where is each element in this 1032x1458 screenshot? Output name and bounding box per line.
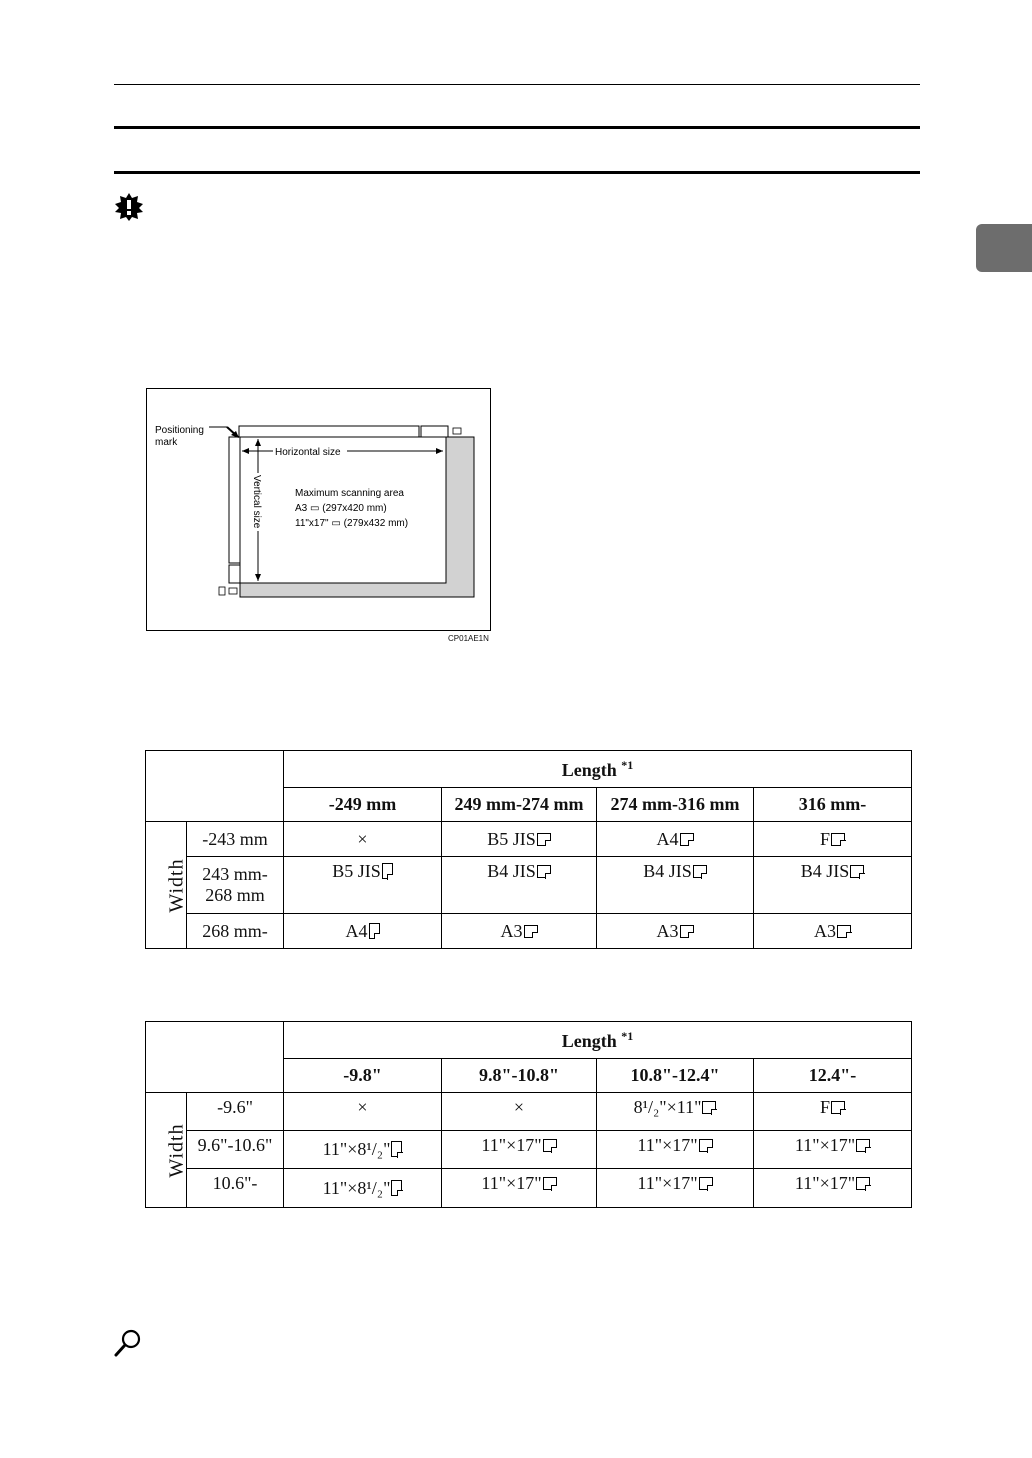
col-header: 249 mm-274 mm: [442, 788, 597, 822]
max-area-label: Maximum scanning area: [295, 488, 404, 499]
table-cell: B4 JIS: [597, 857, 754, 914]
section-rule-top: [114, 126, 920, 129]
top-scale: [239, 426, 419, 437]
length-header: Length $^{*1}$: [284, 751, 912, 788]
width-label: Width: [165, 857, 188, 913]
landscape-orientation-icon: [837, 925, 851, 938]
header-rule-thin: [114, 84, 920, 85]
orientation-glyph-top: [453, 428, 461, 434]
table-cell: 11"×17": [597, 1169, 754, 1208]
table-cell: ×: [442, 1093, 597, 1131]
landscape-orientation-icon: [680, 925, 694, 938]
portrait-orientation-icon: [391, 1141, 402, 1157]
landscape-orientation-icon: [702, 1101, 716, 1114]
portrait-orientation-icon: [382, 863, 393, 879]
reference-magnifier-icon: [113, 1328, 143, 1358]
landscape-orientation-icon: [537, 865, 551, 878]
orientation-glyph-bottom-1: [219, 587, 225, 595]
landscape-orientation-icon: [543, 1177, 557, 1190]
left-scale: [229, 437, 240, 563]
landscape-orientation-icon: [850, 865, 864, 878]
landscape-orientation-icon: [680, 833, 694, 846]
corner-cell: [146, 1022, 284, 1093]
figure-caption: CP01AE1N: [448, 634, 489, 643]
positioning-mark-label-1: Positioning: [155, 425, 204, 436]
col-header: 274 mm-316 mm: [597, 788, 754, 822]
col-header: -249 mm: [284, 788, 442, 822]
col-header: 10.8"-12.4": [597, 1059, 754, 1093]
table-cell: A3: [597, 914, 754, 949]
col-header: 9.8"-10.8": [442, 1059, 597, 1093]
table-cell: B5 JIS: [442, 822, 597, 857]
width-label-cell: [146, 1093, 187, 1208]
table-cell: B4 JIS: [442, 857, 597, 914]
col-header: 316 mm-: [754, 788, 912, 822]
table-cell: A4: [597, 822, 754, 857]
important-icon: [114, 192, 144, 222]
table-cell: F: [754, 822, 912, 857]
left-scale-small: [229, 565, 240, 583]
inch-size-table: [145, 1021, 912, 1208]
table-cell: A3: [754, 914, 912, 949]
landscape-orientation-icon: [699, 1139, 713, 1152]
table-cell: 11"×17": [442, 1131, 597, 1169]
table-cell: A4: [284, 914, 442, 949]
row-header: 10.6"-: [187, 1169, 284, 1208]
horizontal-size-label: Horizontal size: [275, 447, 341, 458]
length-header: Length $^{*1}$: [284, 1022, 912, 1059]
top-scale-small: [421, 426, 448, 437]
row-header: 9.6"-10.6": [187, 1131, 284, 1169]
landscape-orientation-icon: [856, 1139, 870, 1152]
row-header: -243 mm: [187, 822, 284, 857]
table-cell: 11"×8¹/₂": [284, 1131, 442, 1169]
table-cell: 8¹/₂"×11": [597, 1093, 754, 1131]
landscape-orientation-icon: [831, 833, 845, 846]
landscape-orientation-icon: [693, 865, 707, 878]
landscape-orientation-icon: [831, 1101, 845, 1114]
width-label-cell: [146, 822, 187, 949]
table-cell: 11"×17": [597, 1131, 754, 1169]
scanning-area-figure: [146, 388, 491, 631]
inch-size-label: 11"x17" ▭ (279x432 mm): [295, 518, 409, 529]
table-cell: B4 JIS: [754, 857, 912, 914]
landscape-orientation-icon: [524, 925, 538, 938]
positioning-mark-label-2: mark: [155, 437, 178, 448]
table-cell: 11"×17": [442, 1169, 597, 1208]
table-cell: ×: [284, 1093, 442, 1131]
orientation-glyph-bottom-2: [229, 588, 237, 594]
table-cell: 11"×8¹/₂": [284, 1169, 442, 1208]
chapter-tab-marker: [976, 224, 1032, 272]
table-cell: ×: [284, 822, 442, 857]
corner-cell: [146, 751, 284, 822]
row-header: 268 mm-: [187, 914, 284, 949]
table-cell: 11"×17": [754, 1169, 912, 1208]
landscape-orientation-icon: [856, 1177, 870, 1190]
portrait-orientation-icon: [369, 923, 380, 939]
row-header: -9.6": [187, 1093, 284, 1131]
metric-size-table: [145, 750, 912, 949]
section-rule-bottom: [114, 171, 920, 174]
row-header: 243 mm- 268 mm: [187, 857, 284, 914]
landscape-orientation-icon: [543, 1139, 557, 1152]
col-header: 12.4"-: [754, 1059, 912, 1093]
a3-size-label: A3 ▭ (297x420 mm): [295, 503, 387, 514]
landscape-orientation-icon: [699, 1177, 713, 1190]
table-cell: B5 JIS: [284, 857, 442, 914]
table-cell: 11"×17": [754, 1131, 912, 1169]
width-label: Width: [165, 1122, 188, 1178]
table-cell: A3: [442, 914, 597, 949]
vertical-size-label: Vertical size: [251, 475, 262, 529]
table-cell: F: [754, 1093, 912, 1131]
landscape-orientation-icon: [537, 833, 551, 846]
col-header: -9.8": [284, 1059, 442, 1093]
portrait-orientation-icon: [391, 1180, 402, 1196]
